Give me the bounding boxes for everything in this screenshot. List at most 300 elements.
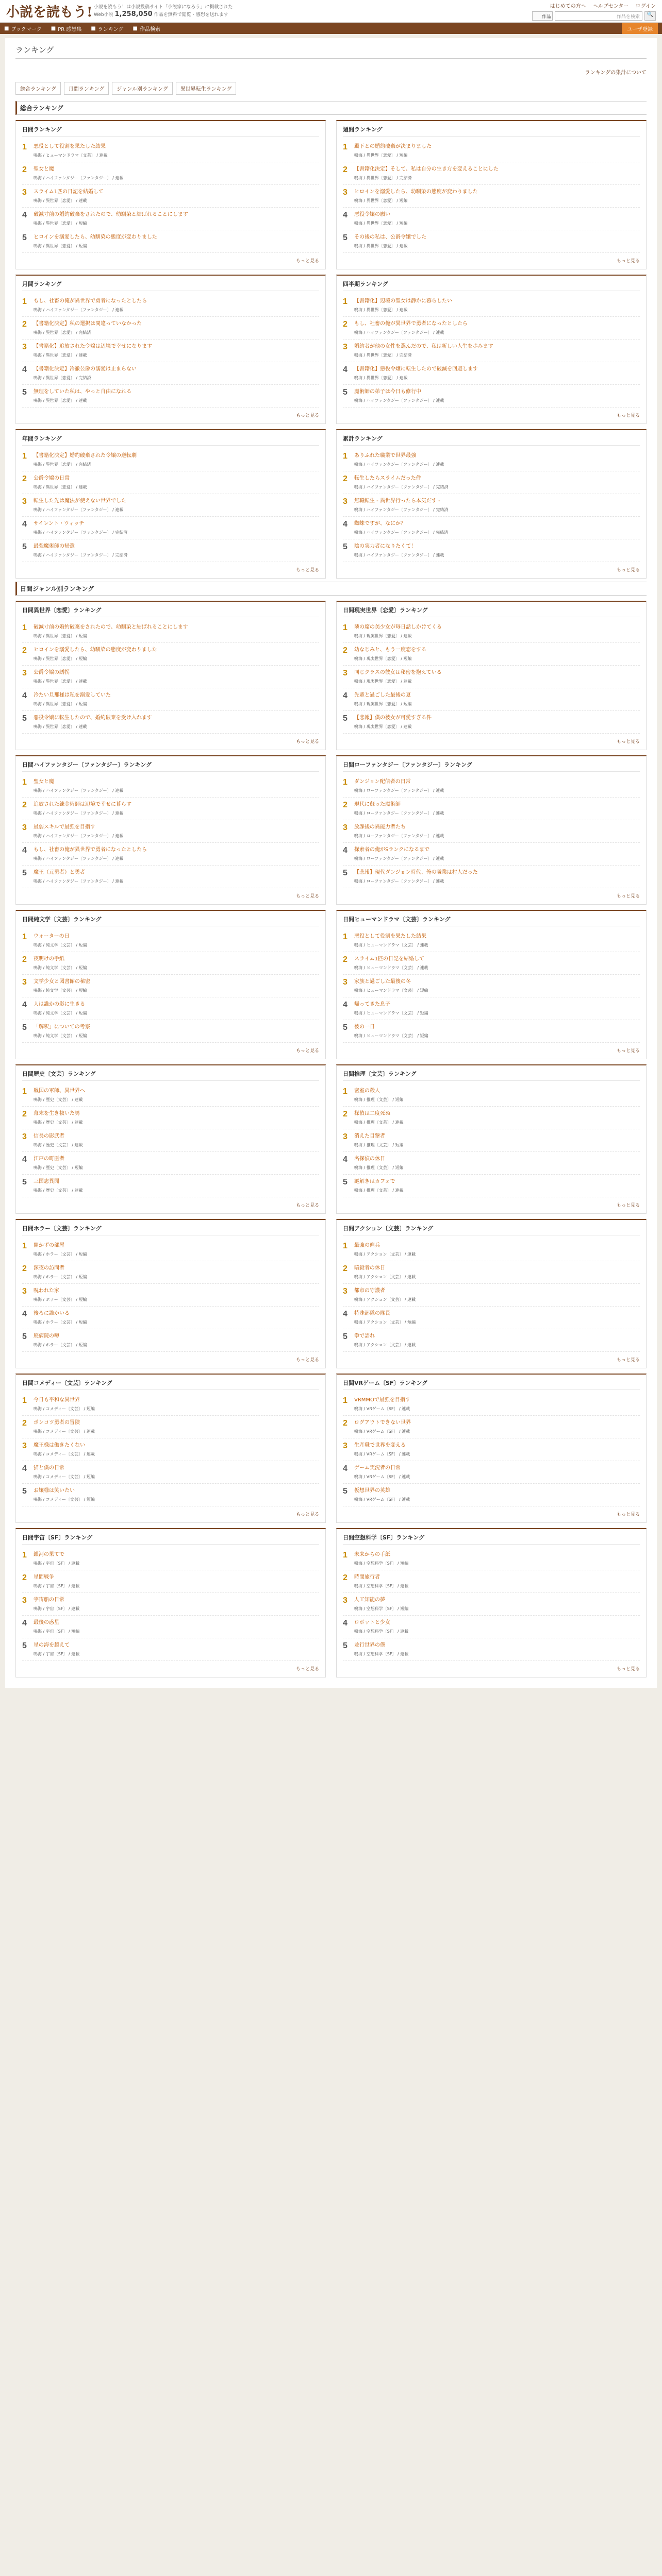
ranking-item — [22, 385, 319, 408]
rank-number: 4 — [343, 691, 347, 700]
work-title-link[interactable]: ヒロインを溺愛したら、幼馴染の態度が変わりました — [34, 234, 157, 240]
work-title-link[interactable]: 現代に蘇った魔術師 — [354, 802, 401, 807]
rank-number: 3 — [22, 1287, 27, 1296]
work-meta: 鳴海 / 歴史〔文芸〕 / 連載 — [34, 1120, 83, 1125]
ranking-item — [22, 1020, 319, 1043]
work-meta: 鳴海 / ハイファンタジー〔ファンタジー〕 / 完結済 — [354, 507, 449, 512]
card-title: 日間ランキング — [22, 125, 319, 137]
rank-number: 4 — [343, 846, 347, 855]
work-title-link[interactable]: 特殊部隊の隊長 — [354, 1311, 390, 1316]
item-body — [34, 691, 319, 707]
ranking-item — [343, 517, 640, 539]
work-meta: 鳴海 / 異世界〔恋愛〕 / 短編 — [354, 198, 408, 203]
card-title: 日間ハイファンタジー〔ファンタジー〕ランキング — [22, 760, 319, 772]
tagline-prefix: Web小説 — [94, 12, 113, 18]
item-body — [34, 1596, 319, 1612]
work-title-link[interactable]: 殿下との婚約破棄が決まりました — [354, 144, 432, 149]
more-link[interactable]: もっと見る — [616, 1512, 640, 1517]
work-title-link[interactable]: 公爵令嬢の日常 — [34, 476, 70, 481]
rank-number: 5 — [22, 543, 27, 551]
rank-number: 1 — [22, 1396, 27, 1405]
ranking-item — [22, 1438, 319, 1461]
item-body — [34, 646, 319, 662]
item-body — [34, 1023, 319, 1039]
ranking-item — [343, 449, 640, 471]
work-title-link[interactable]: 夜明けの手紙 — [34, 956, 64, 962]
rank-number: 3 — [343, 1287, 347, 1296]
tab-isekai[interactable]: 異世界転生ランキング — [176, 82, 237, 95]
ranking-item — [22, 162, 319, 185]
rank-number: 1 — [22, 1551, 27, 1560]
work-title-link[interactable]: その後の私は、公爵令嬢でした — [354, 234, 426, 240]
work-title-link[interactable]: 開かずの部屋 — [34, 1243, 64, 1248]
tab-genre[interactable]: ジャンル別ランキング — [112, 82, 172, 95]
work-title-link[interactable]: ダンジョン配信者の日常 — [354, 779, 411, 785]
ranking-item — [22, 1593, 319, 1616]
ranking-item — [343, 688, 640, 711]
work-title-link[interactable]: 廃病院の噂 — [34, 1333, 59, 1339]
ranking-card — [15, 120, 326, 269]
work-title-link[interactable]: サイレント・ウィッチ — [34, 521, 85, 527]
work-title-link[interactable]: 冷たい旦那様は私を溺愛していた — [34, 692, 111, 698]
work-title-link[interactable]: 信長の影武者 — [34, 1133, 64, 1139]
ranking-item — [22, 1175, 319, 1197]
work-title-link[interactable]: 宇宙船の日常 — [34, 1597, 64, 1603]
work-meta: 鳴海 / 現実世界〔恋愛〕 / 連載 — [354, 724, 412, 729]
work-title-link[interactable]: 最後の惑星 — [34, 1620, 59, 1625]
more-link[interactable]: もっと見る — [616, 1203, 640, 1208]
item-body — [354, 978, 640, 993]
rank-number: 1 — [343, 933, 347, 941]
work-title-link[interactable]: 婚約者が他の女性を選んだので、私は新しい人生を歩みます — [354, 344, 493, 349]
work-title-link[interactable]: 暗殺者の休日 — [354, 1265, 385, 1271]
card-title: 日間純文学〔文芸〕ランキング — [22, 915, 319, 926]
work-title-link[interactable]: 陰の実力者になりたくて！ — [354, 544, 416, 549]
work-title-link[interactable]: 家族と過ごした最後の冬 — [354, 979, 411, 985]
nav-reviews[interactable] — [51, 25, 82, 32]
more-link[interactable]: もっと見る — [295, 1512, 319, 1517]
work-title-link[interactable]: 星の海を越えて — [34, 1642, 70, 1648]
ranking-note-link[interactable]: ランキングの集計について — [585, 70, 647, 76]
ranking-card — [15, 1219, 326, 1368]
search-type-select[interactable]: 作品 — [532, 11, 553, 21]
work-title-link[interactable]: 生産職で世界を変える — [354, 1443, 406, 1448]
work-title-link[interactable]: 悪役令嬢に転生したので、婚約破棄を受け入れます — [34, 715, 152, 721]
section-title: 総合ランキング — [15, 101, 647, 115]
card-title: 日間推理〔文芸〕ランキング — [343, 1070, 640, 1081]
item-body — [34, 1619, 319, 1634]
card-title: 日間ホラー〔文芸〕ランキング — [22, 1224, 319, 1235]
work-meta: 鳴海 / ハイファンタジー〔ファンタジー〕 / 連載 — [354, 330, 444, 335]
item-body — [34, 1087, 319, 1103]
work-title-link[interactable]: 後ろに誰かいる — [34, 1311, 70, 1316]
work-title-link[interactable]: 破滅寸前の婚約破棄をされたので、幼馴染と結ばれることにします — [34, 624, 188, 630]
work-meta: 鳴海 / ハイファンタジー〔ファンタジー〕 / 完結済 — [34, 530, 128, 535]
item-body — [354, 365, 640, 381]
work-title-link[interactable]: 密室の殺人 — [354, 1088, 380, 1094]
more-link[interactable]: もっと見る — [616, 1667, 640, 1672]
item-body — [354, 474, 640, 490]
item-body — [34, 1132, 319, 1148]
link-guide[interactable]: はじめての方へ — [550, 4, 586, 9]
work-meta: 鳴海 / 異世界〔恋愛〕 / 連載 — [354, 244, 408, 248]
work-title-link[interactable]: 無理をしていた私は、やっと自由になれる — [34, 389, 131, 395]
work-title-link[interactable]: 破滅寸前の婚約破棄をされたので、幼馴染と結ばれることにします — [34, 212, 188, 217]
ranking-card — [15, 1064, 326, 1214]
work-meta: 鳴海 / 現実世界〔恋愛〕 / 連載 — [354, 679, 412, 684]
more-link[interactable]: もっと見る — [616, 1358, 640, 1363]
ranking-item — [343, 1461, 640, 1484]
rank-number: 2 — [343, 165, 347, 174]
item-body — [34, 669, 319, 684]
more-link[interactable]: もっと見る — [295, 1358, 319, 1363]
card-title: 日間異世界〔恋愛〕ランキング — [22, 606, 319, 617]
item-body — [354, 388, 640, 403]
work-title-link[interactable]: 先輩と過ごした最後の夏 — [354, 692, 411, 698]
rank-number: 5 — [343, 1332, 347, 1341]
work-title-link[interactable]: 拳で語れ — [354, 1333, 375, 1339]
item-body — [34, 1464, 319, 1480]
rank-number: 5 — [343, 388, 347, 397]
item-body — [354, 1264, 640, 1280]
item-body — [354, 669, 640, 684]
work-title-link[interactable]: 星間戦争 — [34, 1574, 54, 1580]
work-title-link[interactable]: 並行世界の僕 — [354, 1642, 385, 1648]
nav-search[interactable] — [133, 25, 160, 32]
ranking-grid — [15, 601, 647, 1677]
work-title-link[interactable]: 【書籍化】悪役令嬢に転生したので破滅を回避します — [354, 366, 478, 372]
work-meta: 鳴海 / VRゲーム〔SF〕 / 連載 — [354, 1475, 410, 1479]
ranking-item — [22, 666, 319, 688]
rank-number: 4 — [22, 520, 27, 529]
rank-number: 2 — [22, 1419, 27, 1428]
work-meta: 鳴海 / ヒューマンドラマ〔文芸〕 / 短編 — [354, 1011, 428, 1015]
ranking-card — [336, 1374, 647, 1523]
work-title-link[interactable]: ロボットと少女 — [354, 1620, 390, 1625]
card-title: 日間コメディー〔文芸〕ランキング — [22, 1379, 319, 1390]
card-title: 日間歴史〔文芸〕ランキング — [22, 1070, 319, 1081]
link-help[interactable]: ヘルプセンター — [592, 4, 629, 9]
work-title-link[interactable]: 魔王（元勇者）と勇者 — [34, 870, 85, 875]
ranking-item — [343, 1570, 640, 1593]
work-title-link[interactable]: ログアウトできない世界 — [354, 1420, 411, 1426]
work-title-link[interactable]: ポンコツ勇者の冒険 — [34, 1420, 80, 1426]
item-body — [354, 1023, 640, 1039]
header-links — [532, 2, 656, 9]
work-title-link[interactable]: ヒロインを溺愛したら、幼馴染の態度が変わりました — [354, 189, 478, 195]
work-title-link[interactable]: 放課後の異能力者たち — [354, 824, 406, 830]
work-title-link[interactable]: 【書籍化決定】そして、私は自分の生き方を変えることにした — [354, 166, 499, 172]
work-meta: 鳴海 / 異世界〔恋愛〕 / 短編 — [354, 153, 408, 158]
work-title-link[interactable]: 彼の一日 — [354, 1024, 375, 1030]
work-title-link[interactable]: 悪役として役割を果たした結果 — [354, 934, 426, 939]
rank-number: 2 — [343, 1264, 347, 1273]
rank-number: 4 — [343, 520, 347, 529]
item-body — [34, 955, 319, 971]
work-title-link[interactable]: 聖女と魔 — [34, 166, 54, 172]
ranking-tabs — [15, 82, 647, 95]
item-body — [34, 1641, 319, 1657]
work-meta: 鳴海 / ハイファンタジー〔ファンタジー〕 / 完結済 — [34, 553, 128, 557]
work-meta: 鳴海 / 異世界〔恋愛〕 / 連載 — [34, 353, 87, 358]
work-meta: 鳴海 / 異世界〔恋愛〕 / 完結済 — [34, 330, 91, 335]
work-title-link[interactable]: ヒロインを溺愛したら、幼馴染の態度が変わりました — [34, 647, 157, 653]
more-link[interactable]: もっと見る — [295, 739, 319, 744]
item-body — [34, 1396, 319, 1412]
work-title-link[interactable]: 帰ってきた息子 — [354, 1002, 390, 1007]
rank-number: 3 — [22, 497, 27, 506]
work-title-link[interactable]: 隣の席の美少女が毎日話しかけてくる — [354, 624, 442, 630]
more-link[interactable]: もっと見る — [295, 1203, 319, 1208]
work-title-link[interactable]: 悪役として役割を果たした結果 — [34, 144, 106, 149]
item-body — [354, 1087, 640, 1103]
ranking-item — [343, 929, 640, 952]
work-title-link[interactable]: 銀河の果てで — [34, 1552, 64, 1557]
ranking-section — [15, 101, 647, 579]
ranking-item — [343, 820, 640, 843]
work-meta: 鳴海 / 歴史〔文芸〕 / 連載 — [34, 1143, 83, 1147]
work-title-link[interactable]: 名探偵の休日 — [354, 1156, 385, 1162]
work-meta: 鳴海 / ローファンタジー〔ファンタジー〕 / 連載 — [354, 788, 444, 793]
nav-label: ランキング — [97, 26, 124, 32]
item-body — [34, 1442, 319, 1457]
work-title-link[interactable]: 魔術師の弟子は今日も修行中 — [354, 389, 421, 395]
work-title-link[interactable]: 聖女と魔 — [34, 779, 54, 785]
work-title-link[interactable]: 仮想世界の英雄 — [354, 1488, 390, 1494]
search-input[interactable]: 作品を検索 — [555, 11, 642, 21]
tab-overall[interactable]: 総合ランキング — [15, 82, 61, 95]
ranking-item — [343, 1638, 640, 1661]
item-body — [34, 1551, 319, 1566]
rank-number: 5 — [343, 1641, 347, 1650]
work-title-link[interactable]: スライム1匹の日記を結婚して — [354, 956, 425, 962]
work-title-link[interactable]: 呪われた家 — [34, 1288, 59, 1294]
item-body — [354, 691, 640, 707]
work-title-link[interactable]: 追放された錬金術師は辺境で幸せに暮らす — [34, 802, 131, 807]
ranking-item — [22, 997, 319, 1020]
rank-number: 1 — [343, 297, 347, 306]
item-body — [354, 1132, 640, 1148]
item-body — [34, 933, 319, 948]
work-title-link[interactable]: 未来からの手紙 — [354, 1552, 390, 1557]
work-meta: 鳴海 / 推理〔文芸〕 / 短編 — [354, 1143, 404, 1147]
link-login[interactable]: ログイン — [635, 4, 656, 9]
work-meta: 鳴海 / ハイファンタジー〔ファンタジー〕 / 完結済 — [354, 530, 449, 535]
ranking-card — [336, 429, 647, 579]
page-body — [5, 38, 657, 1688]
item-body — [34, 1419, 319, 1434]
work-title-link[interactable]: 公爵令嬢の誘拐 — [34, 670, 70, 675]
work-title-link[interactable]: 【書籍化決定】婚約破棄された令嬢の逆転劇 — [34, 453, 137, 459]
work-title-link[interactable]: 時間旅行者 — [354, 1574, 380, 1580]
work-title-link[interactable]: 【書籍化決定】私の選択は間違っていなかった — [34, 321, 142, 327]
item-body — [34, 497, 319, 513]
rank-number: 2 — [22, 1573, 27, 1582]
more-link[interactable]: もっと見る — [295, 413, 319, 418]
work-meta: 鳴海 / ハイファンタジー〔ファンタジー〕 / 連載 — [34, 788, 124, 793]
ranking-item — [343, 798, 640, 820]
ranking-card — [336, 601, 647, 750]
work-meta: 鳴海 / 宇宙〔SF〕 / 連載 — [34, 1584, 80, 1588]
ranking-item — [22, 798, 319, 820]
card-title: 月間ランキング — [22, 280, 319, 291]
work-meta: 鳴海 / ホラー〔文芸〕 / 短編 — [34, 1252, 87, 1257]
more-link[interactable]: もっと見る — [616, 413, 640, 418]
more-link[interactable]: もっと見る — [616, 1048, 640, 1054]
work-meta: 鳴海 / 異世界〔恋愛〕 / 短編 — [34, 221, 87, 226]
work-title-link[interactable]: 悪役令嬢の願い — [354, 212, 390, 217]
work-title-link[interactable]: 【書籍化】辺境の聖女は静かに暮らしたい — [354, 298, 452, 304]
user-register-button[interactable]: ユーザ登録 — [622, 23, 658, 34]
more-link[interactable]: もっと見る — [616, 739, 640, 744]
item-body — [34, 823, 319, 839]
item-body — [354, 714, 640, 730]
nav-ranking[interactable] — [91, 25, 123, 32]
work-title-link[interactable]: もし、社畜の俺が異世界で勇者になったとしたら — [34, 298, 147, 304]
rank-number: 5 — [22, 388, 27, 397]
work-title-link[interactable]: ウォーターの日 — [34, 934, 70, 939]
more-link[interactable]: もっと見る — [616, 568, 640, 573]
rank-number: 5 — [22, 1023, 27, 1032]
rank-number: 5 — [343, 714, 347, 723]
item-body — [354, 823, 640, 839]
work-title-link[interactable]: 今日も平和な異世界 — [34, 1397, 80, 1403]
ranking-item — [343, 952, 640, 975]
item-body — [354, 497, 640, 513]
work-title-link[interactable]: スライム1匹の日記を結婚して — [34, 189, 104, 195]
work-title-link[interactable]: 文学少女と図書館の秘密 — [34, 979, 90, 985]
work-title-link[interactable]: ありふれた職業で世界最強 — [354, 453, 416, 459]
work-meta: 鳴海 / 宇宙〔SF〕 / 連載 — [34, 1652, 80, 1656]
item-body — [354, 1110, 640, 1125]
ranking-card — [15, 601, 326, 750]
work-meta: 鳴海 / ハイファンタジー〔ファンタジー〕 / 連載 — [34, 834, 124, 838]
ranking-item — [343, 140, 640, 162]
work-title-link[interactable]: 最強の傭兵 — [354, 1243, 380, 1248]
ranking-item — [22, 362, 319, 385]
work-title-link[interactable]: 魔王様は働きたくない — [34, 1443, 85, 1448]
work-title-link[interactable]: 蜘蛛ですが、なにか？ — [354, 521, 406, 527]
item-body — [354, 1155, 640, 1171]
rank-number: 4 — [22, 1464, 27, 1473]
ranking-item — [22, 843, 319, 866]
work-meta: 鳴海 / VRゲーム〔SF〕 / 連載 — [354, 1452, 410, 1456]
rank-number: 3 — [343, 497, 347, 506]
site-header — [0, 0, 662, 23]
work-title-link[interactable]: もし、社畜の俺が異世界で勇者になったとしたら — [34, 847, 147, 853]
work-title-link[interactable]: 最強魔術師の帰還 — [34, 544, 75, 549]
ranking-item — [22, 866, 319, 888]
work-title-link[interactable]: 同じクラスの彼女は秘密を抱えている — [354, 670, 442, 675]
rank-number: 4 — [22, 365, 27, 374]
work-title-link[interactable]: もし、社畜の俺が異世界で勇者になったとしたら — [354, 321, 468, 327]
work-title-link[interactable]: ゲーム実況者の日常 — [354, 1465, 401, 1471]
work-title-link[interactable]: 猫と僕の日常 — [34, 1465, 64, 1471]
rank-number: 2 — [22, 1110, 27, 1118]
tab-monthly[interactable]: 月間ランキング — [64, 82, 109, 95]
work-title-link[interactable]: 三国志異聞 — [34, 1179, 59, 1184]
work-title-link[interactable]: 都市の守護者 — [354, 1288, 385, 1294]
work-title-link[interactable]: 【悲報】現代ダンジョン時代、俺の職業は村人だった — [354, 870, 478, 875]
item-body — [34, 869, 319, 884]
work-title-link[interactable]: 探索者の俺がSランクになるまで — [354, 847, 430, 853]
work-title-link[interactable]: 転生したらスライムだった件 — [354, 476, 421, 481]
ranking-item — [22, 1416, 319, 1438]
work-meta: 鳴海 / 異世界〔恋愛〕 / 完結済 — [34, 376, 91, 380]
work-title-link[interactable]: 謎解きはカフェで — [354, 1179, 395, 1184]
ranking-item — [343, 1438, 640, 1461]
work-title-link[interactable]: 転生した先は魔法が使えない世界でした — [34, 498, 126, 504]
rank-number: 1 — [22, 1087, 27, 1096]
work-title-link[interactable]: 「解釈」についての考察 — [34, 1024, 90, 1030]
rank-number: 1 — [343, 1396, 347, 1405]
search-icon[interactable]: 🔍 — [644, 11, 656, 21]
more-link[interactable]: もっと見る — [616, 259, 640, 264]
item-body — [354, 1551, 640, 1566]
ranking-item — [343, 1616, 640, 1638]
more-link[interactable]: もっと見る — [295, 894, 319, 899]
work-title-link[interactable]: 戦国の軍師、異世界へ — [34, 1088, 85, 1094]
work-title-link[interactable]: 人は誰かの影に生きる — [34, 1002, 85, 1007]
work-title-link[interactable]: VRMMOで最強を目指す — [354, 1397, 410, 1403]
more-link[interactable]: もっと見る — [295, 259, 319, 264]
item-body — [34, 452, 319, 467]
work-meta: 鳴海 / 宇宙〔SF〕 / 短編 — [34, 1629, 80, 1634]
work-title-link[interactable]: 幕末を生き抜いた男 — [34, 1111, 80, 1116]
ranking-card — [15, 755, 326, 905]
work-title-link[interactable]: お嬢様は笑いたい — [34, 1488, 75, 1494]
work-meta: 鳴海 / ホラー〔文芸〕 / 短編 — [34, 1297, 87, 1302]
item-body — [34, 520, 319, 535]
work-title-link[interactable]: 消えた目撃者 — [354, 1133, 385, 1139]
item-body — [34, 714, 319, 730]
card-title: 累計ランキング — [343, 434, 640, 446]
work-title-link[interactable]: 無職転生 - 異世界行ったら本気だす - — [354, 498, 440, 504]
work-title-link[interactable]: 【悲報】僕の彼女が可愛すぎる件 — [354, 715, 432, 721]
work-meta: 鳴海 / ホラー〔文芸〕 / 短編 — [34, 1275, 87, 1279]
work-title-link[interactable]: 人工知能の夢 — [354, 1597, 385, 1603]
rank-number: 5 — [22, 1641, 27, 1650]
more-link[interactable]: もっと見る — [295, 1048, 319, 1054]
work-meta: 鳴海 / VRゲーム〔SF〕 / 連載 — [354, 1406, 410, 1411]
more-link[interactable]: もっと見る — [295, 1667, 319, 1672]
work-title-link[interactable]: 最弱スキルで最強を目指す — [34, 824, 95, 830]
rank-number: 3 — [343, 823, 347, 832]
work-meta: 鳴海 / 異世界〔恋愛〕 / 短編 — [34, 244, 87, 248]
item-body — [354, 1641, 640, 1657]
work-title-link[interactable]: 江戸の町医者 — [34, 1156, 64, 1162]
rank-number: 4 — [343, 365, 347, 374]
ranking-item — [22, 711, 319, 734]
work-meta: 鳴海 / 宇宙〔SF〕 / 連載 — [34, 1606, 80, 1611]
site-logo[interactable]: 小説を読もう! — [6, 5, 93, 20]
more-link[interactable]: もっと見る — [295, 568, 319, 573]
work-meta: 鳴海 / ハイファンタジー〔ファンタジー〕 / 完結済 — [354, 485, 449, 489]
work-title-link[interactable]: 深夜の訪問者 — [34, 1265, 64, 1271]
work-meta: 鳴海 / 現実世界〔恋愛〕 / 連載 — [354, 634, 412, 638]
nav-bookmark[interactable] — [4, 25, 42, 32]
item-body — [354, 955, 640, 971]
item-body — [34, 1264, 319, 1280]
work-title-link[interactable]: 探偵は二度死ぬ — [354, 1111, 390, 1116]
more-link[interactable]: もっと見る — [616, 894, 640, 899]
bookmark-icon: ■ — [4, 25, 9, 31]
ranking-sections — [15, 101, 647, 1677]
ranking-item — [22, 1638, 319, 1661]
work-title-link[interactable]: 【書籍化決定】冷徹公爵の溺愛は止まらない — [34, 366, 137, 372]
work-title-link[interactable]: 幼なじみと、もう一度恋をする — [354, 647, 426, 653]
work-title-link[interactable]: 【書籍化】追放された令嬢は辺境で幸せになります — [34, 344, 152, 349]
